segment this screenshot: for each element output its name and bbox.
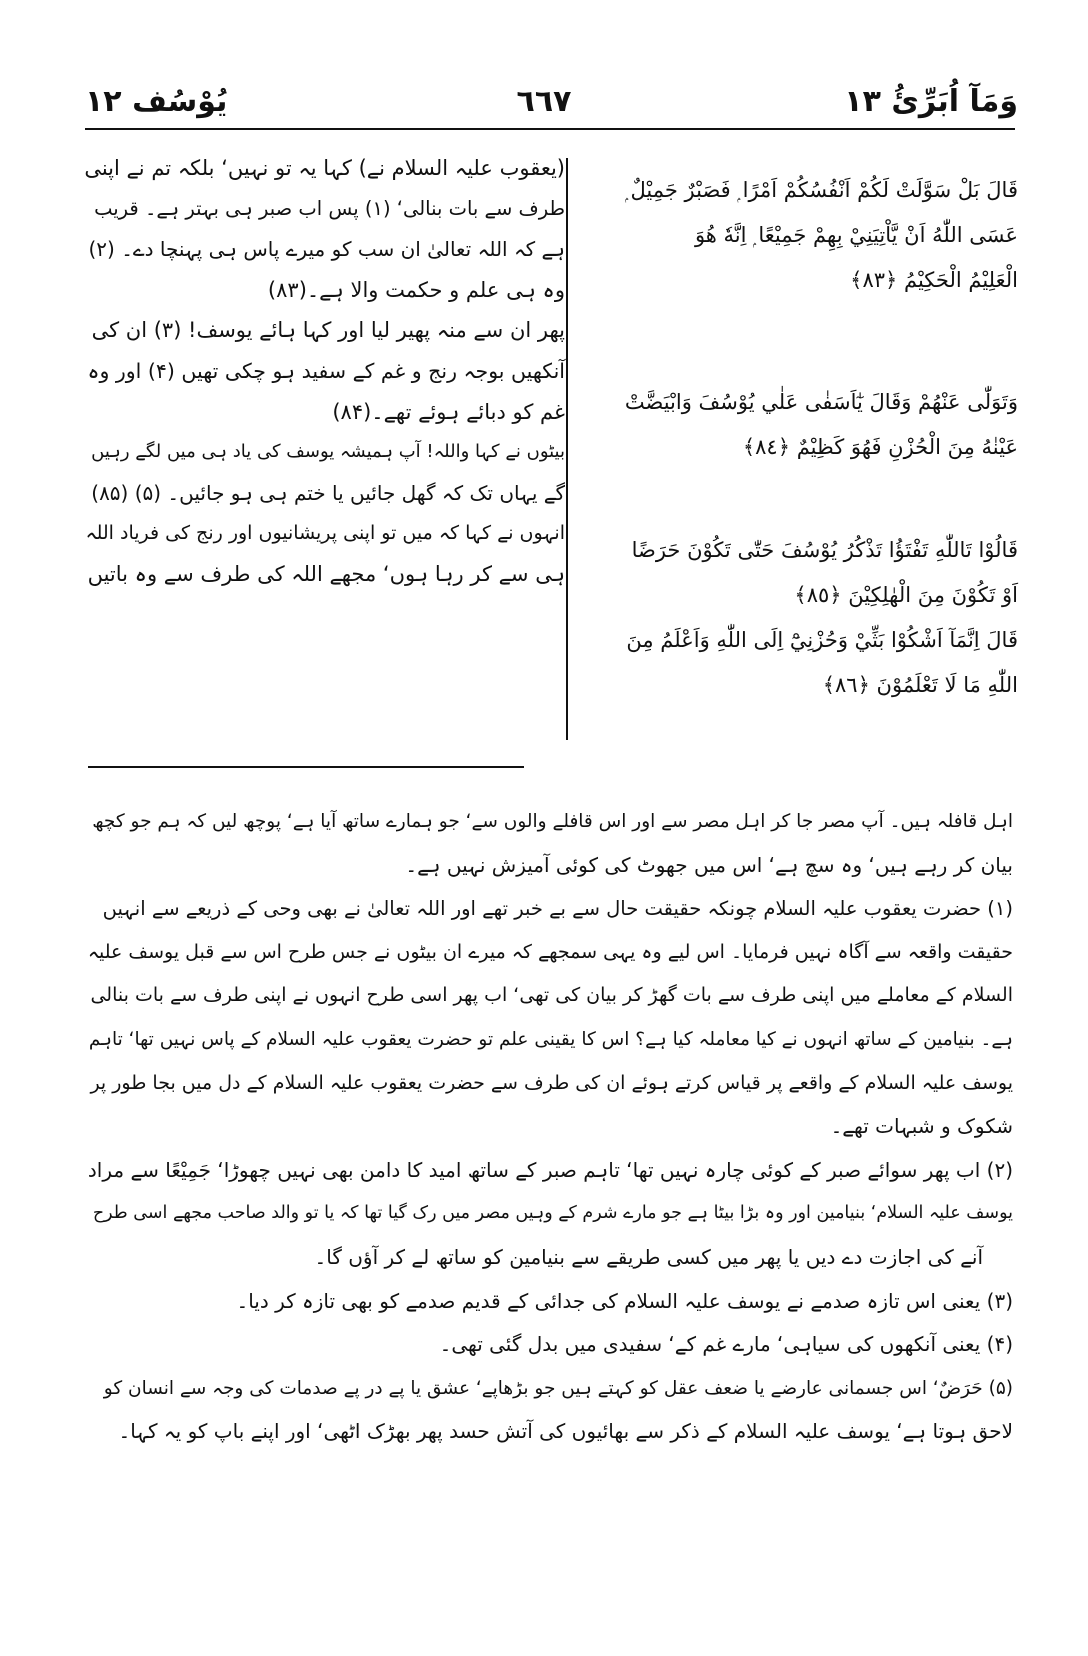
arabic-line: قَالُوْا تَاللّٰهِ تَفْتَؤُا تَذْكُرُ يُوْسُفَ حَتّٰى تَكُوْنَ حَرَضًا xyxy=(631,538,1018,562)
translation-line: (یعقوب علیہ السلام نے) کہا یہ تو نہیں‘ بلکہ تم نے اپنی xyxy=(84,156,565,180)
arabic-line: عَيْنٰهُ مِنَ الْحُزْنِ فَهُوَ كَظِيْمٌ ﴿٨٤﴾ xyxy=(742,435,1018,459)
arabic-line: اللّٰهِ مَا لَا تَعْلَمُوْنَ ﴿٨٦﴾ xyxy=(822,673,1018,697)
footnote-line: حقیقت واقعہ سے آگاہ نہیں فرمایا۔ اس لیے وہ یہی سمجھے کہ میرے ان بیٹوں نے جس طرح اس سے قبل یوسف علیہ xyxy=(87,940,1013,963)
arabic-line: عَسَى اللّٰهُ اَنْ يَّاْتِيَنِيْ بِهِمْ جَمِيْعًا ۭ اِنَّهٗ هُوَ xyxy=(694,223,1018,247)
column-divider xyxy=(566,158,568,740)
footnote-line: لاحق ہوتا ہے‘ یوسف علیہ السلام کے ذکر سے بھائیوں کی آتش حسد پھر بھڑک اٹھی‘ اور اپنے باپ کو یہ کہا۔ xyxy=(118,1419,1013,1444)
arabic-line: قَالَ اِنَّمَآ اَشْكُوْا بَثِّيْ وَحُزْنِيْٓ اِلَى اللّٰهِ وَاَعْلَمُ مِنَ xyxy=(626,628,1018,652)
translation-column xyxy=(85,148,565,595)
footnote-line: السلام کے معاملے میں اپنی طرف سے بات گھڑ کر بیان کی تھی‘ اب پھر اسی طرح انہوں نے اپنی طرف سے بات بنالی xyxy=(90,984,1013,1007)
translation-line: انہوں نے کہا کہ میں تو اپنی پریشانیوں اور رنج کی فریاد اللہ xyxy=(85,522,565,545)
translation-line: طرف سے بات بنالی‘ (۱) پس اب صبر ہی بہتر ہے۔ قریب xyxy=(94,196,565,220)
translation-line: گے یہاں تک کہ گھل جائیں یا ختم ہی ہو جائیں۔ (۵) (۸۵) xyxy=(91,480,565,505)
translation-line: غم کو دبائے ہوئے تھے۔(۸۴) xyxy=(332,399,565,424)
footnote-line: یوسف علیہ السلام کے واقعے پر قیاس کرتے ہوئے ان کی طرف سے حضرت یعقوب علیہ السلام کے دل میں بجا طور پر xyxy=(90,1071,1013,1094)
footnote-rule xyxy=(88,766,524,768)
footnote-line: اہل قافلہ ہیں۔ آپ مصر جا کر اہل مصر سے اور اس قافلے والوں سے‘ جو ہمارے ساتھ آیا ہے‘ پوچھ لیں کہ ہم جو کچھ xyxy=(92,811,1013,832)
juz-title: وَمَآ اُبَرِّئُ ١٣ xyxy=(844,84,1018,119)
footnote-line: (۵) حَرَضٌ‘ اس جسمانی عارضے یا ضعف عقل کو کہتے ہیں جو بڑھاپے‘ عشق یا پے در پے صدمات کی وجہ سے انسان کو xyxy=(103,1377,1013,1399)
footnote-line: آنے کی اجازت دے دیں یا پھر میں کسی طریقے سے بنیامین کو ساتھ لے کر آؤں گا۔ xyxy=(314,1244,983,1269)
footnote-line: ہے۔ بنیامین کے ساتھ انہوں نے کیا معاملہ کیا ہے؟ اس کا یقینی علم تو حضرت یعقوب علیہ السلام کے پاس نہیں تھا‘ تاہم xyxy=(88,1028,1013,1050)
footnote-line: (۲) اب پھر سوائے صبر کے کوئی چارہ نہیں تھا‘ تاہم صبر کے ساتھ امید کا دامن بھی نہیں چھوڑا‘ جَمِيْعًا سے مراد xyxy=(87,1157,1013,1182)
arabic-line: الْعَلِيْمُ الْحَكِيْمُ ﴿٨٣﴾ xyxy=(850,268,1018,292)
translation-line: آنکھیں بوجہ رنج و غم کے سفید ہو چکی تھیں (۴) اور وہ xyxy=(87,358,565,383)
translation-line: ہے کہ اللہ تعالیٰ ان سب کو میرے پاس ہی پہنچا دے۔ (۲) xyxy=(88,237,565,262)
footnote-line: (۴) یعنی آنکھوں کی سیاہی‘ مارے غم کے‘ سفیدی میں بدل گئی تھی۔ xyxy=(439,1332,1013,1357)
page-number: ٦٦٧ xyxy=(516,84,572,119)
translation-line: وہ ہی علم و حکمت والا ہے۔(۸۳) xyxy=(267,277,565,302)
footnote-line: یوسف علیہ السلام‘ بنیامین اور وہ بڑا بیٹا ہے جو مارے شرم کے وہیں مصر میں رک گیا تھا کہ یا تو والد صاحب مجھے اسی طرح xyxy=(92,1203,1013,1224)
arabic-line: وَتَوَلّٰى عَنْهُمْ وَقَالَ يٰٓاَسَفٰى عَلٰي يُوْسُفَ وَابْيَضَّتْ xyxy=(624,390,1018,414)
translation-line: ہی سے کر رہا ہوں‘ مجھے اللہ کی طرف سے وہ باتیں xyxy=(87,561,565,586)
footnote-line: (۳) یعنی اس تازہ صدمے نے یوسف علیہ السلام کی جدائی کے قدیم صدمے کو بھی تازہ کر دیا۔ xyxy=(236,1288,1013,1313)
header-rule xyxy=(85,128,1015,130)
arabic-verse-83 xyxy=(588,168,1018,303)
surah-title: يُوْسُف ١٢ xyxy=(85,84,228,119)
arabic-line: اَوْ تَكُوْنَ مِنَ الْهٰلِكِيْنَ ﴿٨٥﴾ xyxy=(794,583,1018,607)
arabic-line: قَالَ بَلْ سَوَّلَتْ لَكُمْ اَنْفُسُكُمْ اَمْرًا ۭ فَصَبْرٌ جَمِيْلٌ ۭ xyxy=(625,178,1018,202)
translation-line: پھر ان سے منہ پھیر لیا اور کہا ہائے یوسف! (۳) ان کی xyxy=(91,318,565,343)
translation-line: بیٹوں نے کہا واللہ! آپ ہمیشہ یوسف کی یاد ہی میں لگے رہیں xyxy=(91,441,565,463)
footnote-line: (۱) حضرت یعقوب علیہ السلام چونکہ حقیقت حال سے بے خبر تھے اور اللہ تعالیٰ نے بھی وحی کے ذریعے سے انہیں xyxy=(102,897,1013,921)
footnotes xyxy=(85,800,1013,1454)
arabic-verse-85-86 xyxy=(588,528,1018,708)
footnote-line: بیان کر رہے ہیں‘ وہ سچ ہے‘ اس میں جھوٹ کی کوئی آمیزش نہیں ہے۔ xyxy=(405,852,1013,877)
arabic-verse-84 xyxy=(588,380,1018,470)
footnote-line: شکوک و شبہات تھے۔ xyxy=(830,1114,1013,1139)
